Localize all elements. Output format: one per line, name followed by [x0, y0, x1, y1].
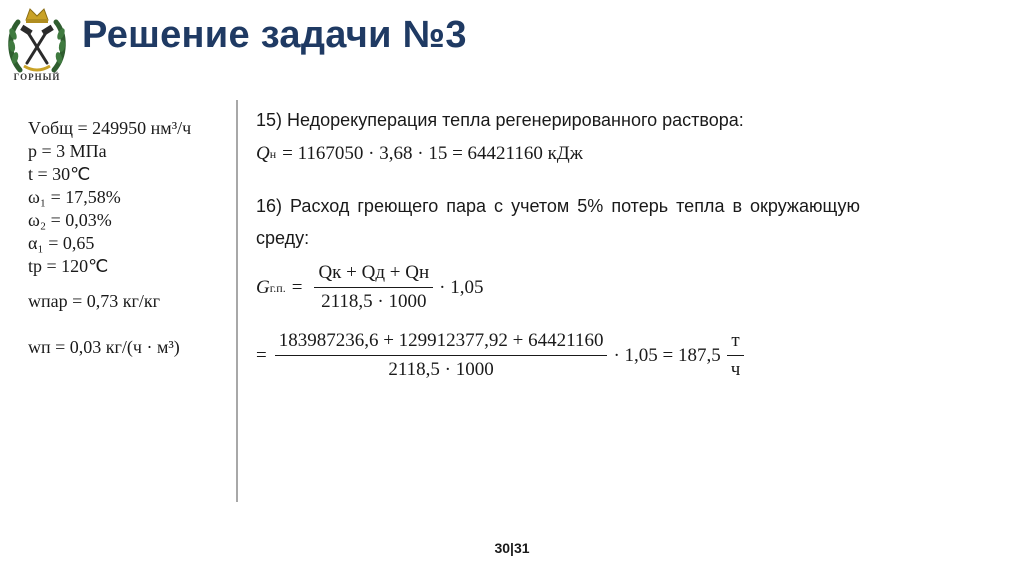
page-number: 30|31	[494, 540, 530, 556]
eq1-tail: · 1,05	[439, 276, 484, 298]
eq2-fraction	[275, 330, 608, 381]
logo-caption: ГОРНЫЙ	[13, 72, 61, 82]
eq1-fraction	[314, 262, 433, 313]
result-unit	[727, 330, 745, 381]
step-16-equation-2: = $\frac{183987236,6 + 129912377,92 + 64421160}{2118,5 \cdot 1000}$ · 1,05 = 187,5 $\frac{т}{ч}$	[256, 330, 750, 381]
step-16-heading: 16) Расход греющего пара с учетом 5% потерь тепла в окружающую среду:	[256, 196, 860, 248]
step-16-equation-1: G г.п. = $\frac{Qк + Qд + Qн}{2118,5 \cdot 1000}$ · 1,05	[256, 262, 484, 312]
given-pressure: p = 3 МПа	[28, 141, 107, 161]
eq2-tail: · 1,05 = 187,5	[613, 344, 721, 366]
q-symbol: Q	[256, 143, 270, 164]
given-w-p: wп = 0,03 кг/(ч · м³)	[28, 336, 180, 357]
given-temperature: t = 30℃	[28, 164, 91, 184]
given-omega-2: ω₂ = 0,03%	[28, 210, 112, 230]
eq1-numerator: Qк + Qд + Qн	[314, 262, 433, 288]
eq1-denominator: 2118,5 · 1000	[321, 291, 427, 312]
page-title: Решение задачи №3	[82, 14, 467, 56]
step-15-heading: 15) Недорекуперация тепла регенерированного раствора:	[256, 110, 744, 130]
given-t-regen: tр = 120℃	[28, 256, 109, 276]
unit-denominator: ч	[730, 359, 741, 380]
eq2-numerator: 183987236,6 + 129912377,92 + 64421160	[275, 330, 608, 356]
step-15-formula: Q н = 1167050 · 3,68 · 15 = 64421160 кДж	[256, 143, 583, 164]
eq2-denominator: 2118,5 · 1000	[388, 359, 494, 380]
unit-numerator: т	[727, 330, 743, 356]
vertical-divider	[236, 100, 238, 502]
given-v-total: Vобщ = 249950 нм³/ч	[28, 118, 192, 138]
given-alpha-1: α₁ = 0,65	[28, 233, 95, 253]
given-w-steam: wпар = 0,73 кг/кг	[28, 290, 161, 311]
given-omega-1: ω₁ = 17,58%	[28, 187, 121, 207]
given-data	[28, 117, 233, 370]
step-15-rhs: = 1167050 · 3,68 · 15 = 64421160 кДж	[282, 143, 583, 164]
g-symbol: G	[256, 276, 270, 298]
